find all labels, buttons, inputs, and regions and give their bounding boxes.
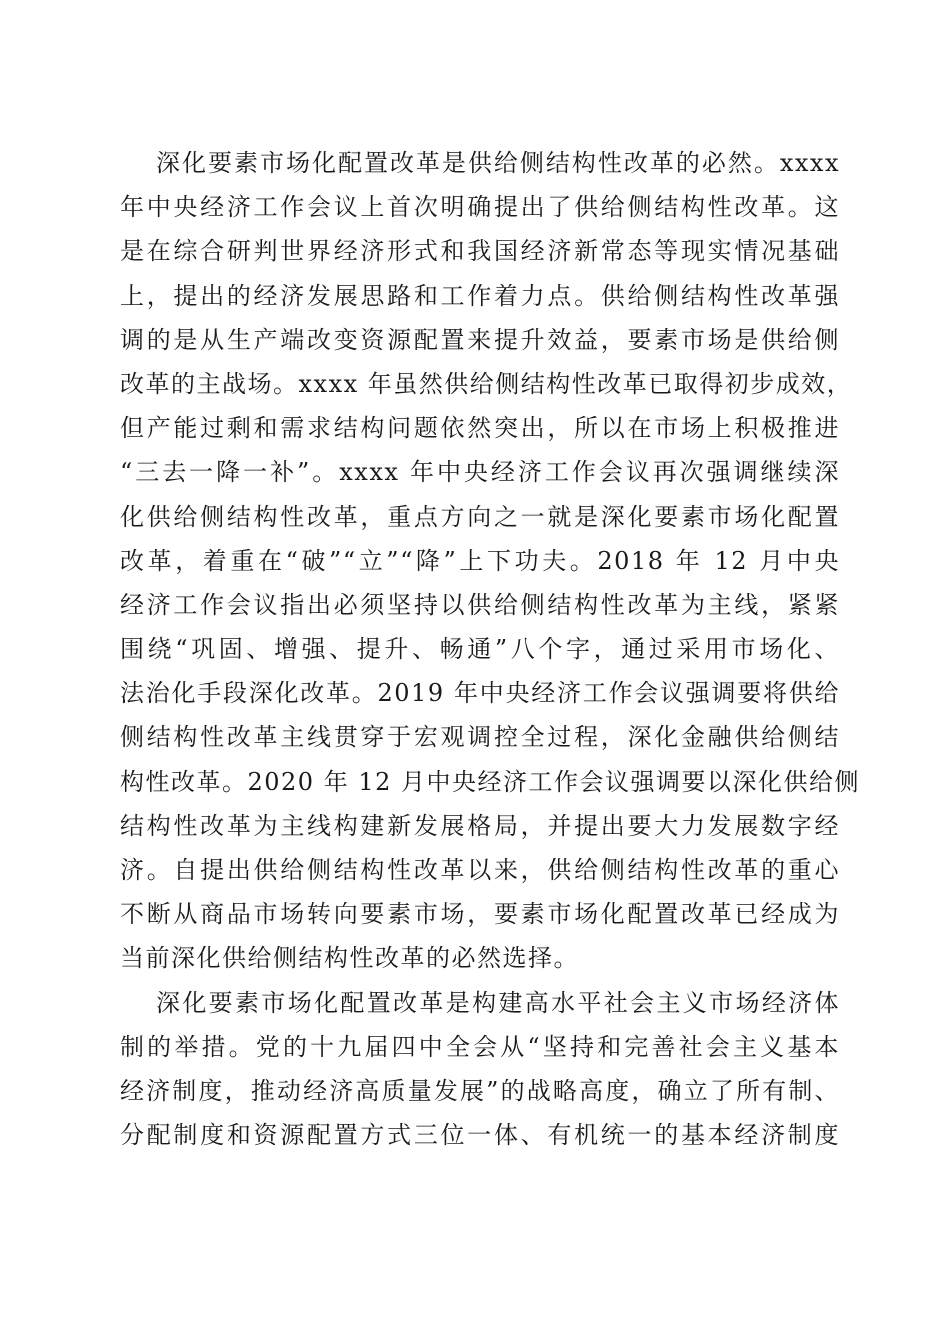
paragraph-2-line-4: 分配制度和资源配置方式三位一体、有机统一的基本经济制度 [120, 1121, 840, 1150]
paragraph-2-line-3: 经济制度，推动经济高质量发展”的战略高度，确立了所有制、 [120, 1076, 840, 1105]
paragraph-1-line-1: 深化要素市场化配置改革是供给侧结构性改革的必然。xxxx [156, 149, 840, 177]
paragraph-1-line-11: 经济工作会议指出必须坚持以供给侧结构性改革为主线，紧紧 [120, 590, 840, 619]
paragraph-1-line-10: 改革，着重在“破”“立”“降”上下功夫。2018 年 12 月中央 [120, 546, 840, 575]
paragraph-1-line-7: 但产能过剩和需求结构问题依然突出，所以在市场上积极推进 [120, 414, 840, 443]
paragraph-1-line-5: 调的是从生产端改变资源配置来提升效益，要素市场是供给侧 [120, 325, 840, 354]
paragraph-2-line-1: 深化要素市场化配置改革是构建高水平社会主义市场经济体 [156, 988, 840, 1017]
paragraph-1-line-14: 侧结构性改革主线贯穿于宏观调控全过程，深化金融供给侧结 [120, 723, 840, 752]
paragraph-1-line-19: 当前深化供给侧结构性改革的必然选择。 [120, 944, 579, 973]
paragraph-1-line-3: 是在综合研判世界经济形式和我国经济新常态等现实情况基础 [120, 237, 840, 266]
paragraph-1-line-9: 化供给侧结构性改革，重点方向之一就是深化要素市场化配置 [120, 502, 840, 531]
paragraph-1-line-2: 年中央经济工作会议上首次明确提出了供给侧结构性改革。这 [120, 193, 840, 222]
paragraph-1-line-13: 法治化手段深化改革。2019 年中央经济工作会议强调要将供给 [120, 679, 840, 708]
paragraph-1-line-17: 济。自提出供给侧结构性改革以来，供给侧结构性改革的重心 [120, 856, 840, 884]
body-text [120, 141, 861, 1157]
paragraph-1-line-8: “三去一降一补”。xxxx 年中央经济工作会议再次强调继续深 [120, 458, 840, 487]
paragraph-1-line-15: 构性改革。2020 年 12 月中央经济工作会议强调要以深化供给侧 [120, 767, 861, 796]
paragraph-1-line-16: 结构性改革为主线构建新发展格局，并提出要大力发展数字经 [120, 811, 840, 840]
paragraph-1-line-12: 围绕“巩固、增强、提升、畅通”八个字，通过采用市场化、 [120, 635, 840, 664]
paragraph-2-line-2: 制的举措。党的十九届四中全会从“坚持和完善社会主义基本 [120, 1032, 840, 1061]
paragraph-1-line-4: 上，提出的经济发展思路和工作着力点。供给侧结构性改革强 [120, 281, 840, 310]
paragraph-1-line-6: 改革的主战场。xxxx 年虽然供给侧结构性改革已取得初步成效， [120, 369, 853, 398]
paragraph-1-line-18: 不断从商品市场转向要素市场，要素市场化配置改革已经成为 [120, 900, 840, 929]
